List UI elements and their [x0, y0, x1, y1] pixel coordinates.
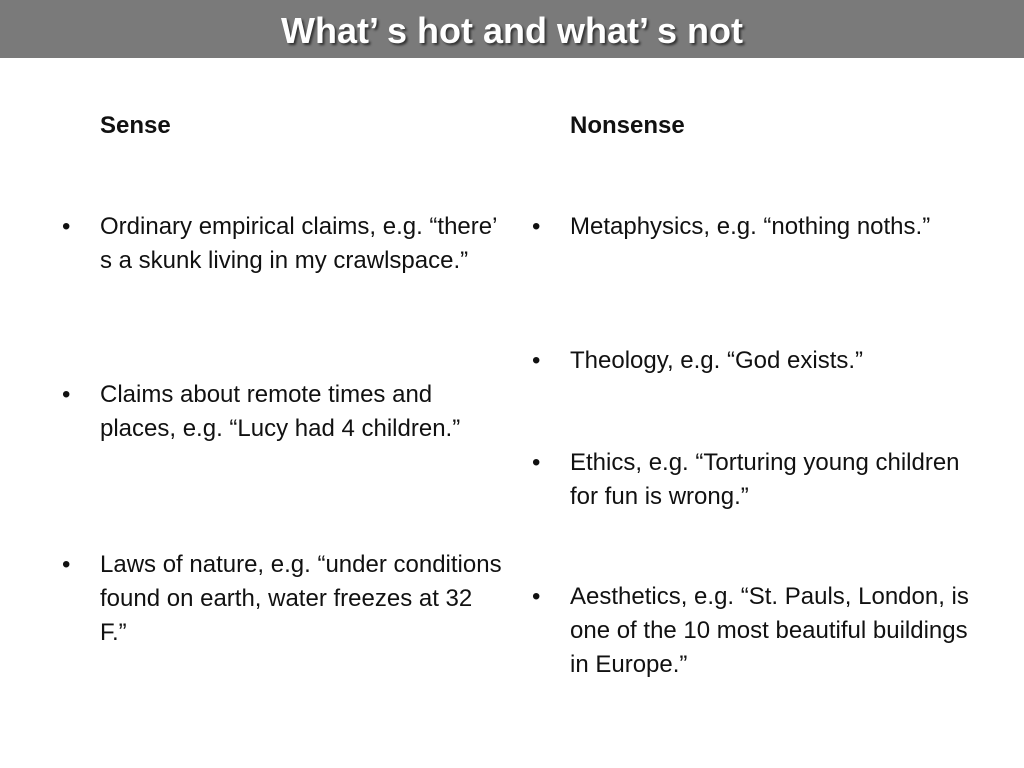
list-item-text: Claims about remote times and places, e.g. “Lucy had 4 children.” [100, 381, 461, 442]
bullet-icon: • [532, 449, 541, 476]
heading-nonsense: Nonsense [570, 112, 685, 139]
list-item-sense-1 [62, 210, 505, 278]
bullet-icon: • [532, 213, 541, 240]
list-item-text: Ordinary empirical claims, e.g. “there’ s a skunk living in my crawlspace.” [100, 213, 497, 274]
bullet-icon: • [62, 381, 71, 408]
bullet-icon: • [62, 213, 71, 240]
list-item-nonsense-1 [532, 210, 990, 244]
list-item-nonsense-2 [532, 344, 990, 378]
list-item-nonsense-4 [532, 580, 990, 682]
list-item-text: Laws of nature, e.g. “under conditions found on earth, water freezes at 32 F.” [100, 551, 502, 646]
bullet-icon: • [532, 347, 541, 374]
slide-title: What’ s hot and what’ s not [280, 10, 743, 51]
heading-sense: Sense [100, 112, 171, 139]
list-item-text: Metaphysics, e.g. “nothing noths.” [570, 213, 931, 240]
list-item-nonsense-3 [532, 446, 990, 514]
title-bar [0, 0, 1024, 58]
list-item-text: Aesthetics, e.g. “St. Pauls, London, is one of the 10 most beautiful buildings in Europe.” [570, 583, 969, 678]
list-item-text: Theology, e.g. “God exists.” [570, 347, 864, 374]
bullet-icon: • [532, 583, 541, 610]
list-item-text: Ethics, e.g. “Torturing young children for fun is wrong.” [570, 449, 960, 510]
list-item-sense-2 [62, 378, 505, 446]
bullet-icon: • [62, 551, 71, 578]
list-item-sense-3 [62, 548, 505, 650]
